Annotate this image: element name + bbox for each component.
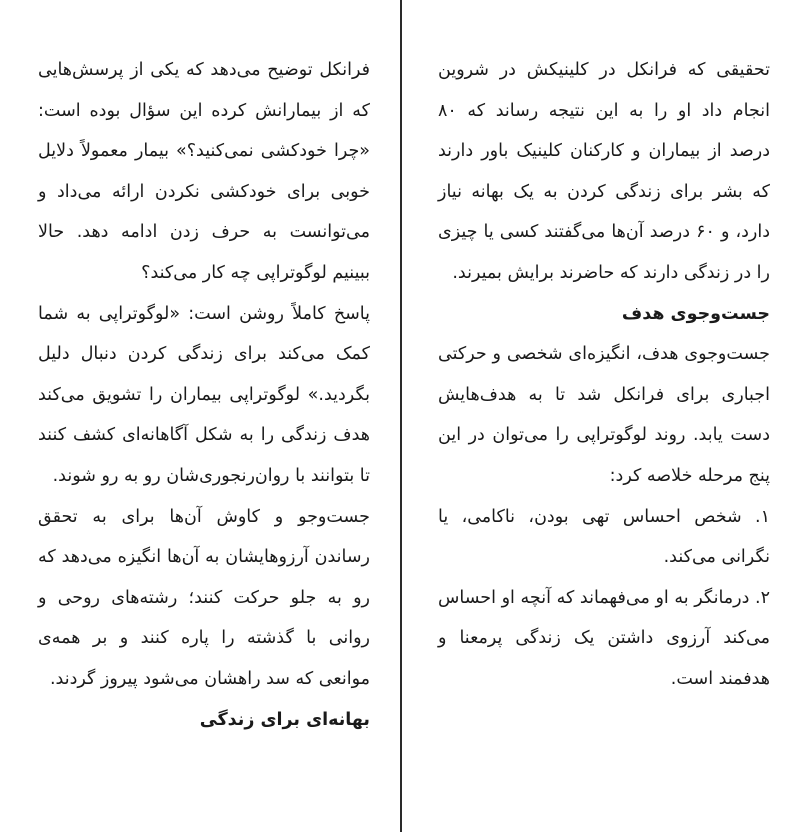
left-page <box>38 50 370 740</box>
left-paragraph-3: جست‌وجو و کاوش آن‌ها برای به تحقق رساندن آرزوهایشان به آن‌ها انگیزه می‌دهد که رو به جلو حرکت کنند؛ رشته‌های روحی و روانی با گذشته را پاره کنند و بر همه‌ی موانعی که سد راهشان می‌شود پیروز گردند. <box>38 506 370 689</box>
right-paragraph-2: جست‌وجوی هدف، انگیزه‌ای شخصی و حرکتی اجباری برای فرانکل شد تا به هدف‌هایش دست یابد. روند لوگوتراپی را می‌توان در این پنج مرحله خلاصه کرد: <box>438 344 770 486</box>
list-item-1: ۱. شخص احساس تهی بودن، ناکامی، یا نگرانی می‌کند. <box>438 506 770 568</box>
left-paragraph-1: فرانکل توضیح می‌دهد که یکی از پرسش‌هایی که از بیمارانش کرده این سؤال بوده است: «چرا خودکشی نمی‌کنید؟» بیمار معمولاً دلایل خوبی برای خودکشی نکردن ارائه می‌داد و می‌توانست به حرف زدن ادامه دهد. حالا ببینیم لوگوتراپی چه کار می‌کند؟ <box>38 60 370 283</box>
right-page <box>438 50 770 700</box>
right-paragraph-1: تحقیقی که فرانکل در کلینیکش در شروین انجام داد او را به این نتیجه رساند که ۸۰ درصد از بیماران و کارکنان کلینیک باور دارند که بشر برای زندگی کردن به یک بهانه نیاز دارد، و ۶۰ درصد آن‌ها می‌گفتند کسی یا چیزی را در زندگی دارند که حاضرند برایش بمیرند. <box>438 60 771 283</box>
right-section-heading: جست‌وجوی هدف <box>621 303 770 324</box>
page-divider <box>400 0 402 832</box>
left-section-heading: بهانه‌ای برای زندگی <box>199 709 370 730</box>
left-paragraph-2: پاسخ کاملاً روشن است: «لوگوتراپی به شما کمک می‌کند برای زندگی کردن دنبال دلیل بگردید.» لوگوتراپی بیماران را تشویق می‌کند هدف زندگی را به شکل آگاهانه‌ای کشف کنند تا بتوانند با روان‌رنجوری‌شان رو به رو شوند. <box>38 303 370 486</box>
list-item-2: ۲. درمانگر به او می‌فهماند که آنچه او احساس می‌کند آرزوی داشتن یک زندگی پرمعنا و هدفمند است. <box>438 587 770 689</box>
